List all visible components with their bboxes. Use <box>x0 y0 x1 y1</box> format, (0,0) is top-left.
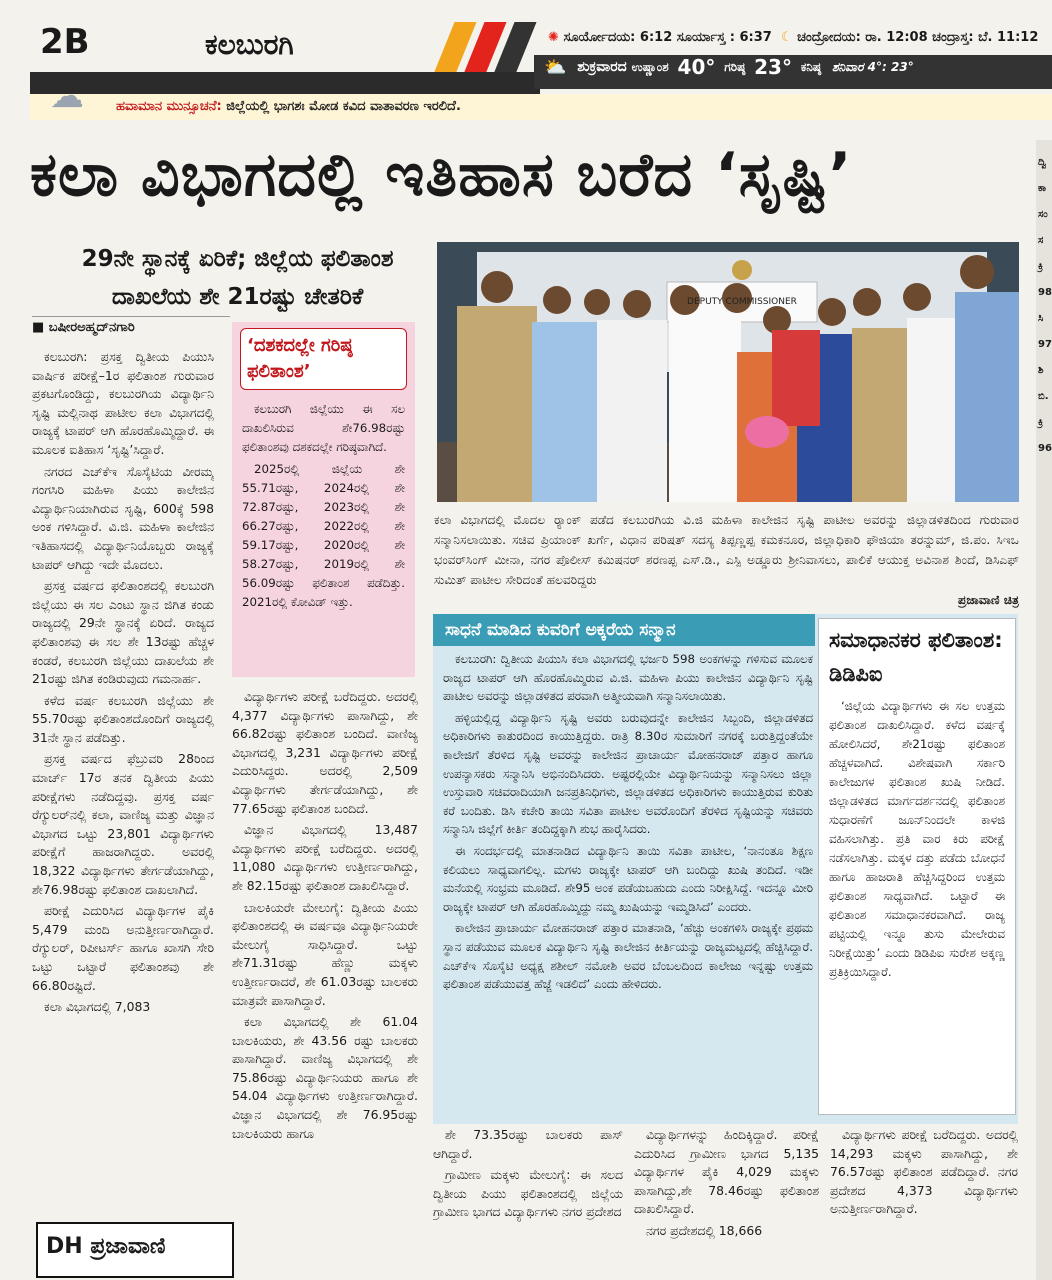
weather-bar <box>534 55 1052 89</box>
paragraph: ಕಾಲೇಜಿನ ಪ್ರಾಚಾರ್ಯ ಮೋಹನರಾಜ್ ಪತ್ತಾರ ಮಾತನಾಡಿ, ‘ಹೆಚ್ಚು ಅಂಕಗಳಿಸಿ ರಾಜ್ಯಕ್ಕೇ ಪ್ರಥಮ ಸ್ಥಾನ ಪಡೆಯುವ ಮೂಲಕ ವಿದ್ಯಾರ್ಥಿನಿ ಸೃಷ್ಟಿ ಕಾಲೇಜಿನ ಕೀರ್ತಿಯನ್ನು ರಾಜ್ಯಮಟ್ಟದಲ್ಲಿ ಹೆಚ್ಚಿಸಿದ್ದಾರೆ. ಎಚ್‌ಕೆಇ ಸೊಸೈಟಿ ಅಧ್ಯಕ್ಷ ಶಶೀಲ್ ನಮೋಶಿ ಅವರ ಬೆಂಬಲದಿಂದ ಕಾಲೇಜು ಇನ್ನಷ್ಟು ಉತ್ತಮ ಫಲಿತಾಂಶ ಪಡೆಯುವತ್ತ ಹೆಜ್ಜೆ ಇಡಲಿದೆ’ ಎಂದು ಹೇಳಿದರು. <box>443 921 813 992</box>
sunrise-label: ಸೂರ್ಯೋದಯ: <box>563 30 636 45</box>
article-column-5 <box>830 1126 1018 1276</box>
paragraph: ನಗರದ ಎಚ್‌ಕೆಇ ಸೊಸೈಟಿಯ ವೀರಮ್ಮ ಗಂಗಸಿರಿ ಮಹಿಳಾ ಪಿಯು ಕಾಲೇಜಿನ ವಿದ್ಯಾರ್ಥಿನಿಯಾಗಿರುವ ಸೃಷ್ಟಿ, 600ಕ್ಕೆ 598 ಅಂಕ ಗಳಿಸಿದ್ದಾರೆ. ವಿ.ಜಿ. ಮಹಿಳಾ ಕಾಲೇಜಿನ ಇತಿಹಾಸದಲ್ಲಿ ವಿದ್ಯಾರ್ಥಿನಿಯೊಬ್ಬರು ರಾಜ್ಯಕ್ಕೆ ಟಾಪರ್ ಆಗಿದ್ದು ಇದೇ ಮೊದಲು. <box>32 463 214 572</box>
paragraph: ವಿದ್ಯಾರ್ಥಿಗಳನ್ನು ಹಿಂದಿಕ್ಕಿದ್ದಾರೆ. ಪರೀಕ್ಷೆ ಎದುರಿಸಿದ ಗ್ರಾಮೀಣ ಭಾಗದ 5,135 ವಿದ್ಯಾರ್ಥಿಗಳ ಪೈಕಿ 4,029 ಮಕ್ಕಳು ಪಾಸಾಗಿದ್ದು,ಶೇ 78.46ರಷ್ಟು ಫಲಿತಾಂಶ ದಾಖಲಿಸಿದ್ದಾರೆ. <box>634 1127 819 1217</box>
saturday-forecast: ಶನಿವಾರ 4°: 23° <box>831 59 914 74</box>
moonrise-label: ಚಂದ್ರೋದಯ: ರಾ. <box>797 30 882 45</box>
weather-heat-label: ಉಷ್ಣಾಂಶ <box>631 59 669 74</box>
paragraph: ನಗರ ಪ್ರದೇಶದಲ್ಲಿ 18,666 <box>646 1222 763 1238</box>
felicitation-box-title: ಸಾಧನೆ ಮಾಡಿದ ಕುವರಿಗೆ ಅಕ್ಕರೆಯ ಸನ್ಮಾನ <box>433 614 815 646</box>
caption-text: ಕಲಾ ವಿಭಾಗದಲ್ಲಿ ಮೊದಲ ರ‍್ಯಾಂಕ್ ಪಡೆದ ಕಲಬುರಗಿಯ ವಿ.ಜಿ ಮಹಿಳಾ ಕಾಲೇಜಿನ ಸೃಷ್ಟಿ ಪಾಟೀಲ ಅವರನ್ನು ಜಿಲ್ಲಾಡಳಿತದಿಂದ ಗುರುವಾರ ಸನ್ಮಾನಿಸಲಾಯಿತು. ಸಚಿವ ಪ್ರಿಯಾಂಕ್ ಖರ್ಗೆ, ವಿಧಾನ ಪರಿಷತ್ ಸದಸ್ಯ ತಿಪ್ಪಣ್ಣಪ್ಪ ಕಮಕನೂರ, ಜಿಲ್ಲಾಧಿಕಾರಿ ಫೌಜಿಯಾ ತರನ್ನುಮ್, ಜಿ.ಪಂ. ಸಿಇಒ ಭಂವರ್‌ಸಿಂಗ್ ಮೀನಾ, ನಗರ ಪೊಲೀಸ್ ಕಮಿಷನರ್ ಶರಣಪ್ಪ ಎಸ್.ಡಿ., ಎಸ್ಪಿ ಅಡ್ಡೂರು ಶ್ರೀನಿವಾಸಲು, ಪಾಲಿಕೆ ಆಯುಕ್ತ ಅವಿನಾಶ ಶಿಂದೆ, ಡಿಸಿಎಫ್ ಸುಮಿತ್ ಪಾಟೀಲ ಸೇರಿದಂತೆ ಹಲವರಿದ್ದರು <box>434 513 1019 587</box>
header-dark-bar <box>30 72 540 94</box>
forecast-band <box>30 76 1052 120</box>
section-city: ಕಲಬುರಗಿ <box>205 28 294 61</box>
cloud-sun-icon: ⛅ <box>544 56 567 78</box>
moonset-time: 11:12 <box>996 30 1039 45</box>
article-subhead <box>40 240 435 316</box>
article-column-3 <box>433 1126 623 1276</box>
min-temp: 23° <box>754 55 792 79</box>
page-number: 2B <box>40 22 90 62</box>
paragraph: ಕಳೆದ ವರ್ಷ ಕಲಬುರಗಿ ಜಿಲ್ಲೆಯು ಶೇ 55.70ರಷ್ಟು ಫಲಿತಾಂಶದೊಂದಿಗೆ ರಾಜ್ಯದಲ್ಲಿ 31ನೇ ಸ್ಥಾನ ಪಡೆದಿತ್ತು. <box>32 692 214 745</box>
moon-icon: ☾ <box>780 30 793 45</box>
paragraph: ವಿದ್ಯಾರ್ಥಿಗಳು ಪರೀಕ್ಷೆ ಬರೆದಿದ್ದರು. ಅದರಲ್ಲಿ 14,293 ಮಕ್ಕಳು ಪಾಸಾಗಿದ್ದು, ಶೇ 76.57ರಷ್ಟು ಫಲಿತಾಂಶ ಪಡೆದಿದ್ದಾರೆ. ನಗರ ಪ್ರದೇಶದ 4,373 ವಿದ್ಯಾರ್ಥಿಗಳು ಅನುತ್ತೀರ್ಣರಾಗಿದ್ದಾರೆ. <box>830 1127 1018 1217</box>
article-headline: ಕಲಾ ವಿಭಾಗದಲ್ಲಿ ಇತಿಹಾಸ ಬರೆದ ‘ಸೃಷ್ಟಿ’ <box>30 140 853 210</box>
paragraph: ಕಲಬುರಗಿ: ಪ್ರಸಕ್ತ ದ್ವಿತೀಯ ಪಿಯುಸಿ ವಾರ್ಷಿಕ ಪರೀಕ್ಷೆ–1ರ ಫಲಿತಾಂಶ ಗುರುವಾರ ಪ್ರಕಟಗೊಂಡಿದ್ದು, ಕಲಬುರಗಿಯ ವಿದ್ಯಾರ್ಥಿನಿ ಸೃಷ್ಟಿ ಮಲ್ಲಿನಾಥ ಪಾಟೀಲ ಕಲಾ ವಿಭಾಗದಲ್ಲಿ ರಾಜ್ಯಕ್ಕೆ ಟಾಪರ್ ಆಗಿ ಹೊರಹೊಮ್ಮಿದ್ದಾರೆ. ಈ ಮೂಲಕ ಐತಿಹಾಸ ‘ಸೃಷ್ಟಿ’ಸಿದ್ದಾರೆ. <box>32 349 214 457</box>
ddpi-box <box>818 618 1016 1115</box>
photo-credit: ಪ್ರಜಾವಾಣಿ ಚಿತ್ರ <box>957 593 1019 607</box>
ddpi-box-text: ‘ಜಿಲ್ಲೆಯ ವಿದ್ಯಾರ್ಥಿಗಳು ಈ ಸಲ ಉತ್ತಮ ಫಲಿತಾಂಶ ದಾಖಲಿಸಿದ್ದಾರೆ. ಕಳೆದ ವರ್ಷಕ್ಕೆ ಹೋಲಿಸಿದರೆ, ಶೇ21ರಷ್ಟು ಫಲಿತಾಂಶ ಹೆಚ್ಚಳವಾಗಿದೆ. ವಿಶೇಷವಾಗಿ ಸರ್ಕಾರಿ ಕಾಲೇಜುಗಳ ಫಲಿತಾಂಶ ಖುಷಿ ನೀಡಿದೆ. ಜಿಲ್ಲಾಡಳಿತದ ಮಾರ್ಗದರ್ಶನದಲ್ಲಿ ಫಲಿತಾಂಶ ಸುಧಾರಣೆಗೆ ಜೂನ್‌ನಿಂದಲೇ ಕಾಳಜಿ ವಹಿಸಲಾಗಿತ್ತು. ಪ್ರತಿ ವಾರ ಕಿರು ಪರೀಕ್ಷೆ ನಡೆಸಲಾಗಿತ್ತು. ಮಕ್ಕಳ ದತ್ತು ಪಡೆದು ಬೋಧನೆ ಹಾಗೂ ಹಾಜರಾತಿ ಹೆಚ್ಚಿಸಿದ್ದರಿಂದ ಉತ್ತಮ ಫಲಿತಾಂಶ ಸಾಧ್ಯವಾಗಿದೆ. ಒಟ್ಟಾರೆ ಈ ಫಲಿತಾಂಶ ಸಮಾಧಾನಕರವಾಗಿದೆ. ರಾಜ್ಯ ಪಟ್ಟಿಯಲ್ಲಿ ಇನ್ನೂ ತುಸು ಮೇಲೇರುವ ನಿರೀಕ್ಷೆಯಿತ್ತು’ ಎಂದು ಡಿಡಿಪಿಐ ಸುರೇಶ ಅಕ್ಕಣ್ಣ ಪ್ರತಿಕ್ರಿಯಿಸಿದ್ದಾರೆ. <box>829 699 1005 979</box>
paragraph: ಪ್ರಸಕ್ತ ವರ್ಷದ ಫೆಬ್ರುವರಿ 28ರಿಂದ ಮಾರ್ಚ್ 17ರ ತನಕ ದ್ವಿತೀಯ ಪಿಯು ಪರೀಕ್ಷೆಗಳು ನಡೆದಿದ್ದವು. ಪ್ರಸಕ್ತ ವರ್ಷ ರೆಗ್ಯುಲರ್‌ನಲ್ಲಿ ಕಲಾ, ವಾಣಿಜ್ಯ ಮತ್ತು ವಿಜ್ಞಾನ ವಿಭಾಗದ ಒಟ್ಟು 23,801 ವಿದ್ಯಾರ್ಥಿಗಳು ಪರೀಕ್ಷೆಗೆ ಹಾಜರಾಗಿದ್ದರು. ಅವರಲ್ಲಿ 18,322 ವಿದ್ಯಾರ್ಥಿಗಳು ತೇರ್ಗಡೆಯಾಗಿದ್ದು, ಶೇ76.98ರಷ್ಟು ಫಲಿತಾಂಶ ದಾಖಲಾಗಿದೆ. <box>32 751 214 897</box>
logo-text: DH ಪ್ರಜಾವಾಣಿ <box>46 1234 166 1259</box>
office-sign-text: DEPUTY COMMISSIONER <box>687 297 797 307</box>
sidebar-text: ಕಲಬುರಗಿ ಜಿಲ್ಲೆಯು ಈ ಸಲ ದಾಖಲಿಸಿರುವ ಶೇ76.98ರಷ್ಟು ಫಲಿತಾಂಶವು ದಶಕದಲ್ಲೇ ಗರಿಷ್ಠವಾಗಿದೆ. <box>242 402 405 454</box>
paragraph: ವಿದ್ಯಾರ್ಥಿಗಳು ಪರೀಕ್ಷೆ ಬರೆದಿದ್ದರು. ಅದರಲ್ಲಿ 4,377 ವಿದ್ಯಾರ್ಥಿಗಳು ಪಾಸಾಗಿದ್ದು, ಶೇ 66.82ರಷ್ಟು ಫಲಿತಾಂಶ ಬಂದಿದೆ. ವಾಣಿಜ್ಯ ವಿಭಾಗದಲ್ಲಿ 3,231 ವಿದ್ಯಾರ್ಥಿಗಳು ಪರೀಕ್ಷೆ ಎದುರಿಸಿದ್ದರು. ಅದರಲ್ಲಿ 2,509 ವಿದ್ಯಾರ್ಥಿಗಳು ತೇರ್ಗಡೆಯಾಗಿದ್ದು, ಶೇ 77.65ರಷ್ಟು ಫಲಿತಾಂಶ ಬಂದಿದೆ. <box>232 689 418 816</box>
paragraph: ಹಳ್ಳಿಯಲ್ಲಿದ್ದ ವಿದ್ಯಾರ್ಥಿನಿ ಸೃಷ್ಟಿ ಅವರು ಬರುವುದನ್ನೇ ಕಾಲೇಜಿನ ಸಿಬ್ಬಂದಿ, ಜಿಲ್ಲಾಡಳಿತದ ಅಧಿಕಾರಿಗಳು ಕಾತುರದಿಂದ ಕಾಯುತ್ತಿದ್ದರು. ರಾತ್ರಿ 8.30ರ ಸುಮಾರಿಗೆ ನಗರಕ್ಕೆ ಬರುತ್ತಿದ್ದಂತೆಯೇ ಕಾಲೇಜಿಗೆ ತೆರಳಿದ ಸೃಷ್ಟಿ ಅವರನ್ನು ಕಾಲೇಜಿನ ಪ್ರಾಚಾರ್ಯ ಮೋಹನರಾಜ್ ಪತ್ತಾರ ಹಾಗೂ ಉಪನ್ಯಾಸಕರು ಸನ್ಮಾನಿಸಿ ಅಭಿನಂದಿಸಿದರು. ಅಷ್ಟರಲ್ಲಿಯೇ ವಿದ್ಯಾರ್ಥಿನಿಯನ್ನು ಸನ್ಮಾನಿಸಲು ಜಿಲ್ಲಾ ಉಸ್ತುವಾರಿ ಸಚಿವರಾದಿಯಾಗಿ ಜನಪ್ರತಿನಿಧಿಗಳು, ಜಿಲ್ಲಾಡಳಿತದ ಅಧಿಕಾರಿಗಳು ಕಾಯುತ್ತಿರುವ ಕುರಿತು ಕರೆ ಬಂದಿತು. ಡಿಸಿ ಕಚೇರಿ ತಾಯಿ ಸವಿತಾ ಪಾಟೀಲ ಅವರೊಂದಿಗೆ ತೆರಳಿದ ಸೃಷ್ಟಿಯನ್ನು ಸಚಿವರು ಸನ್ಮಾನಿಸಿ ಜಿಲ್ಲೆಗೆ ಕೀರ್ತಿ ತಂದಿದ್ದಕ್ಕಾಗಿ ಶುಭ ಹಾರೈಸಿದರು. <box>443 710 813 837</box>
felicitation-photo-illustration <box>437 242 1019 502</box>
paragraph: ಪ್ರಸಕ್ತ ವರ್ಷದ ಫಲಿತಾಂಶದಲ್ಲಿ ಕಲಬುರಗಿ ಜಿಲ್ಲೆಯು ಈ ಸಲ ಎಂಟು ಸ್ಥಾನ ಜಿಗಿತ ಕಂಡು ರಾಜ್ಯದಲ್ಲಿ 29ನೇ ಸ್ಥಾನಕ್ಕೆ ಏರಿದೆ. ರಾಜ್ಯದ ಫಲಿತಾಂಶವು ಈ ಸಲ ಶೇ 13ರಷ್ಟು ಹೆಚ್ಚಳ ಕಂಡರೆ, ಕಲಬುರಗಿ ಜಿಲ್ಲೆಯು ದಾಖಲೆಯ ಶೇ 21ರಷ್ಟು ಜಿಗಿತ ಕಂಡಿರುವುದು ಗಮನಾರ್ಹ. <box>32 578 214 687</box>
paragraph: ಕಲಬುರಗಿ: ದ್ವಿತೀಯ ಪಿಯುಸಿ ಕಲಾ ವಿಭಾಗದಲ್ಲಿ ಭರ್ಜರಿ 598 ಅಂಕಗಳನ್ನು ಗಳಿಸುವ ಮೂಲಕ ರಾಜ್ಯದ ಟಾಪರ್ ಆಗಿ ಹೊರಹೊಮ್ಮಿರುವ ವಿ.ಜಿ. ಮಹಿಳಾ ಪಿಯು ಕಾಲೇಜಿನ ವಿದ್ಯಾರ್ಥಿನಿ ಸೃಷ್ಟಿ ಪಾಟೀಲ ಅವರನ್ನು ಜಿಲ್ಲಾಡಳಿತದ ಪರವಾಗಿ ಅತ್ಮೀಯವಾಗಿ ಸನ್ಮಾನಿಸಲಾಯಿತು. <box>443 652 813 704</box>
paragraph: ಕಲಾ ವಿಭಾಗದಲ್ಲಿ ಶೇ 61.04 ಬಾಲಕಿಯರು, ಶೇ 43.56 ರಷ್ಟು ಬಾಲಕರು ಪಾಸಾಗಿದ್ದಾರೆ. ವಾಣಿಜ್ಯ ವಿಭಾಗದಲ್ಲಿ ಶೇ 75.86ರಷ್ಟು ವಿದ್ಯಾರ್ಥಿನಿಯರು ಹಾಗೂ ಶೇ 54.04 ವಿದ್ಯಾರ್ಥಿಗಳು ಉತ್ತೀರ್ಣರಾಗಿದ್ದಾರೆ. ವಿಜ್ಞಾನ ವಿಭಾಗದಲ್ಲಿ ಶೇ 76.95ರಷ್ಟು ಬಾಲಕಿಯರು ಹಾಗೂ <box>232 1014 418 1141</box>
newspaper-logo <box>36 1222 234 1278</box>
sidebar-text: 2025ರಲ್ಲಿ ಜಿಲ್ಲೆಯ ಶೇ 55.71ರಷ್ಟು, 2024ರಲ್ಲಿ ಶೇ 72.87ರಷ್ಟು, 2023ರಲ್ಲಿ ಶೇ 66.27ರಷ್ಟು, 2022ರಲ್ಲಿ ಶೇ 59.17ರಷ್ಟು, 2020ರಲ್ಲಿ ಶೇ 58.27ರಷ್ಟು, 2019ರಲ್ಲಿ ಶೇ 56.09ರಷ್ಟು ಫಲಿತಾಂಶ ಪಡೆದಿತ್ತು. 2021ರಲ್ಲಿ ಕೋವಿಡ್ ಇತ್ತು. <box>242 462 405 609</box>
adjacent-column-edge <box>1036 140 1052 1280</box>
max-label: ಗರಿಷ್ಠ <box>724 59 746 74</box>
sun-moon-times <box>548 30 1038 45</box>
cloud-icon: ☁ <box>50 76 84 116</box>
paragraph: ಪರೀಕ್ಷೆ ಎದುರಿಸಿದ ವಿದ್ಯಾರ್ಥಿಗಳ ಪೈಕಿ 5,479 ಮಂದಿ ಅನುತ್ತೀರ್ಣರಾಗಿದ್ದಾರೆ. ರೆಗ್ಯುಲರ್, ರಿಪೀಟರ್ಸ್ ಹಾಗೂ ಖಾಸಗಿ ಸೇರಿ ಒಟ್ಟು ಒಟ್ಟಾರೆ ಫಲಿತಾಂಶವು ಶೇ 66.80ರಷ್ಟಿದೆ. <box>32 903 214 993</box>
ddpi-box-title: ಸಮಾಧಾನಕರ ಫಲಿತಾಂಶ: ಡಿಡಿಪಿಐ <box>829 628 1003 686</box>
max-temp: 40° <box>677 55 716 79</box>
divider <box>32 316 230 317</box>
paragraph: ಶೇ 73.35ರಷ್ಟು ಬಾಲಕರು ಪಾಸ್ ಆಗಿದ್ದಾರೆ. <box>433 1127 623 1161</box>
paragraph: ಬಾಲಕಿಯರೇ ಮೇಲುಗೈ: ದ್ವಿತೀಯ ಪಿಯು ಫಲಿತಾಂಶದಲ್ಲಿ ಈ ವರ್ಷವೂ ವಿದ್ಯಾರ್ಥಿನಿಯರೇ ಮೇಲುಗೈ ಸಾಧಿಸಿದ್ದಾರೆ. ಒಟ್ಟು ಶೇ71.31ರಷ್ಟು ಹೆಣ್ಣು ಮಕ್ಕಳು ಉತ್ತೀರ್ಣರಾದರೆ, ಶೇ 61.03ರಷ್ಟು ಬಾಲಕರು ಮಾತ್ರವೇ ಪಾಸಾಗಿದ್ದಾರೆ. <box>232 899 418 1008</box>
forecast-text: ಜಿಲ್ಲೆಯಲ್ಲಿ ಭಾಗಶಃ ಮೋಡ ಕವಿದ ವಾತಾವರಣ ಇರಲಿದೆ. <box>226 99 461 114</box>
sidebar-title: ‘ದಶಕದಲ್ಲೇ ಗರಿಷ್ಠ ಫಲಿತಾಂಶ’ <box>240 328 407 390</box>
paragraph: ವಿಜ್ಞಾನ ವಿಭಾಗದಲ್ಲಿ 13,487 ವಿದ್ಯಾರ್ಥಿಗಳು ಪರೀಕ್ಷೆ ಬರೆದಿದ್ದರು. ಅದರಲ್ಲಿ 11,080 ವಿದ್ಯಾರ್ಥಿಗಳು ಉತ್ತೀರ್ಣರಾಗಿದ್ದು, ಶೇ 82.15ರಷ್ಟು ಫಲಿತಾಂಶ ದಾಖಲಿಸಿದ್ದಾರೆ. <box>232 822 418 893</box>
min-label: ಕನಿಷ್ಠ <box>800 59 822 74</box>
paragraph: ಈ ಸಂದರ್ಭದಲ್ಲಿ ಮಾತನಾಡಿದ ವಿದ್ಯಾರ್ಥಿನಿ ತಾಯಿ ಸವಿತಾ ಪಾಟೀಲ, ‘ನಾನಂತೂ ಶಿಕ್ಷಣ ಕಲಿಯಲು ಸಾಧ್ಯವಾಗಲಿಲ್ಲ. ಮಗಳು ರಾಜ್ಯಕ್ಕೇ ಟಾಪರ್ ಆಗಿ ಬಂದಿದ್ದು ಖುಷಿ ತಂದಿದೆ. ಇಡೀ ಮನೆಯಲ್ಲಿ ಸಂಭ್ರಮ ಮೂಡಿದೆ. ಶೇ95 ಅಂಕ ಪಡೆಯಬಹುದು ಎಂದು ನಿರೀಕ್ಷಿಸಿದ್ದೆ. ಇದನ್ನೂ ಮೀರಿ ರಾಜ್ಯಕ್ಕೇ ಟಾಪರ್ ಆಗಿ ಹೊರಹೊಮ್ಮಿದ್ದು ನಮ್ಮ ಖುಷಿಯನ್ನು ಇಮ್ಮಡಿಸಿದೆ’ ಎಂದರು. <box>443 843 813 914</box>
byline: ■ ಬಷೀರಅಹ್ಮದ್‌ನಗಾರಿ <box>32 320 135 335</box>
weather-day: ಶುಕ್ರವಾರದ <box>577 59 627 75</box>
article-column-1 <box>32 348 214 1218</box>
sunset-label: ಸೂರ್ಯಾಸ್ತ : <box>676 30 735 45</box>
subhead-line-2: ದಾಖಲೆಯ ಶೇ 21ರಷ್ಟು ಚೇತರಿಕೆ <box>111 284 364 310</box>
subhead-line-1: 29ನೇ ಸ್ಥಾನಕ್ಕೆ ಏರಿಕೆ; ಜಿಲ್ಲೆಯ ಫಲಿತಾಂಶ <box>81 246 394 272</box>
adjacent-fragments: ದ್ವಿ ಕಾ ಸಂ ಸ ಕ್ರಿ 98 ಸಿ 97 ಶಿ ಬಿ. ಕ್ರಿ 96 <box>1038 157 1052 454</box>
sunset-time: 6:37 <box>739 30 772 45</box>
news-photo <box>437 242 1019 502</box>
paragraph: ಕಲಾ ವಿಭಾಗದಲ್ಲಿ 7,083 <box>44 999 151 1015</box>
forecast-label: ಹವಾಮಾನ ಮುನ್ಸೂಚನೆ: <box>116 99 222 114</box>
paragraph: ಗ್ರಾಮೀಣ ಮಕ್ಕಳು ಮೇಲುಗೈ: ಈ ಸಲದ ದ್ವಿತೀಯ ಪಿಯು ಫಲಿತಾಂಶದಲ್ಲಿ ಜಿಲ್ಲೆಯ ಗ್ರಾಮೀಣ ಭಾಗದ ವಿದ್ಯಾರ್ಥಿಗಳು ನಗರ ಪ್ರದೇಶದ <box>433 1167 623 1220</box>
article-column-2 <box>232 688 418 1228</box>
sunrise-time: 6:12 <box>639 30 673 45</box>
photo-caption <box>434 510 1019 610</box>
article-column-4 <box>634 1126 819 1276</box>
moonrise-time: 12:08 <box>886 30 928 45</box>
moonset-label: ಚಂದ್ರಾಸ್ತ: ಬೆ. <box>932 30 993 45</box>
sun-icon: ✺ <box>548 30 559 45</box>
sidebar-decade-best <box>232 322 415 677</box>
